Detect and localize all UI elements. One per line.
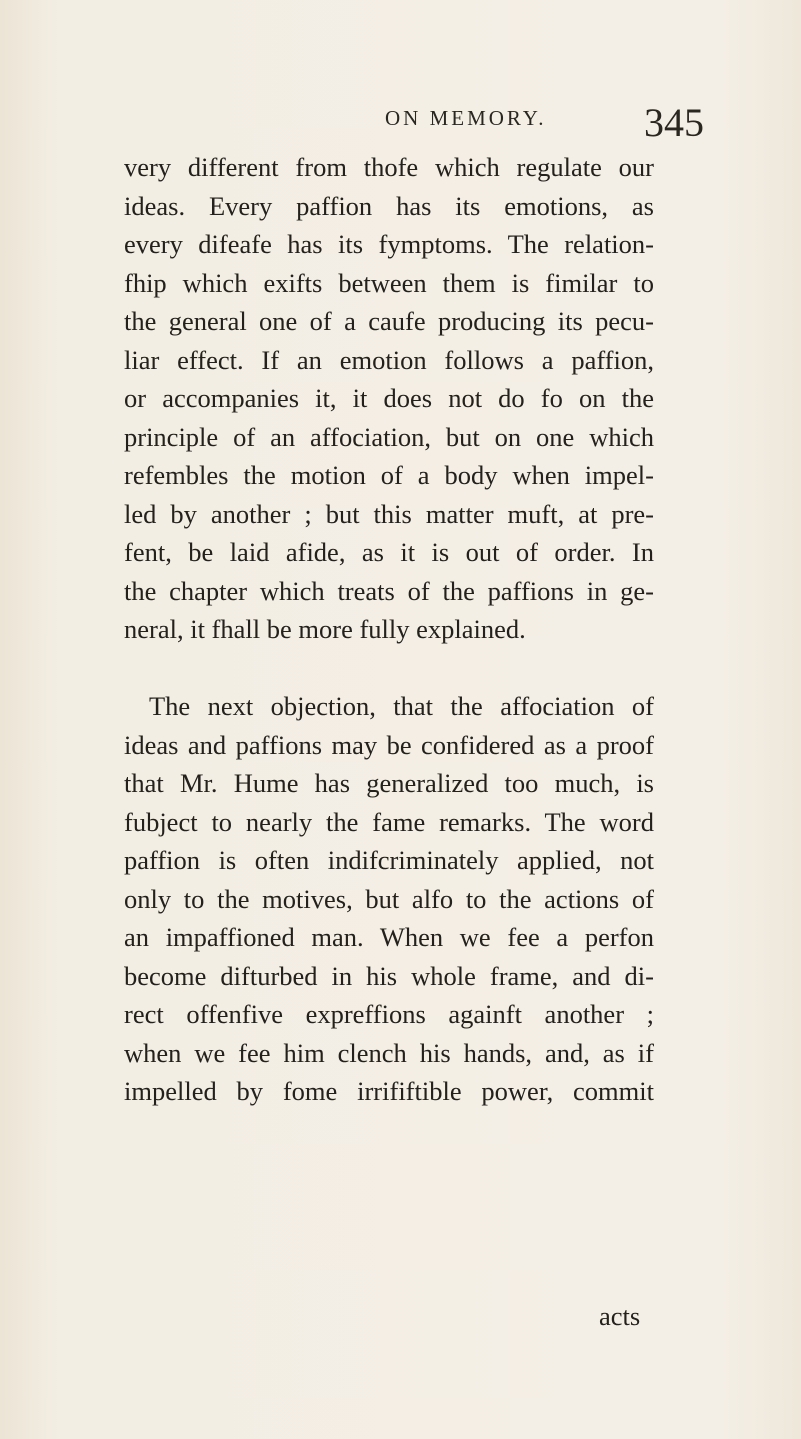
text-line: when we fee him clench his hands, and, as if <box>124 1037 654 1068</box>
text-line: only to the motives, but alfo to the actions of <box>124 883 654 914</box>
text-line: paffion is often indifcriminately applied, not <box>124 845 654 875</box>
text-line: principle of an affociation, but on one which <box>124 421 654 452</box>
text-line: become difturbed in his whole frame, and di- <box>124 960 654 991</box>
text-line: led by another ; but this matter muft, at pre- <box>124 498 654 529</box>
text-line: that Mr. Hume has generalized too much, is <box>124 768 654 798</box>
text-line: fent, be laid afide, as it is out of order. In <box>124 537 654 567</box>
text-line: fhip which exifts between them is fimilar to <box>124 267 654 298</box>
text-line: or accompanies it, it does not do fo on the <box>124 383 654 413</box>
text-line: refembles the motion of a body when impel- <box>124 460 654 490</box>
text-line: ideas and paffions may be confidered as a proof <box>124 729 654 760</box>
text-line: impelled by fome irrififtible power, commit <box>124 1076 654 1106</box>
paragraph-2 <box>124 687 654 1111</box>
text-line: neral, it fhall be more fully explained. <box>124 614 526 644</box>
body-text <box>124 148 654 1111</box>
paragraph-1 <box>124 148 654 649</box>
running-head <box>0 0 801 150</box>
page-number: 345 <box>644 100 704 145</box>
text-line: the general one of a caufe producing its pecu- <box>124 306 654 336</box>
text-line: rect offenfive expreffions againft another ; <box>124 999 654 1029</box>
text-line: very different from thofe which regulate our <box>124 152 654 182</box>
text-line: an impaffioned man. When we fee a perfon <box>124 922 654 952</box>
text-line: liar effect. If an emotion follows a paffion, <box>124 344 654 375</box>
text-line: the chapter which treats of the paffions in ge- <box>124 575 654 606</box>
text-line: ideas. Every paffion has its emotions, as <box>124 190 654 221</box>
running-head-title: ON MEMORY. <box>385 106 547 130</box>
text-line: fubject to nearly the fame remarks. The word <box>124 806 654 837</box>
catchword: acts <box>599 1301 641 1331</box>
text-line: every difeafe has its fymptoms. The relation- <box>124 229 654 259</box>
paragraph-gap <box>124 649 654 688</box>
text-line: The next objection, that the affociation of <box>149 691 654 721</box>
